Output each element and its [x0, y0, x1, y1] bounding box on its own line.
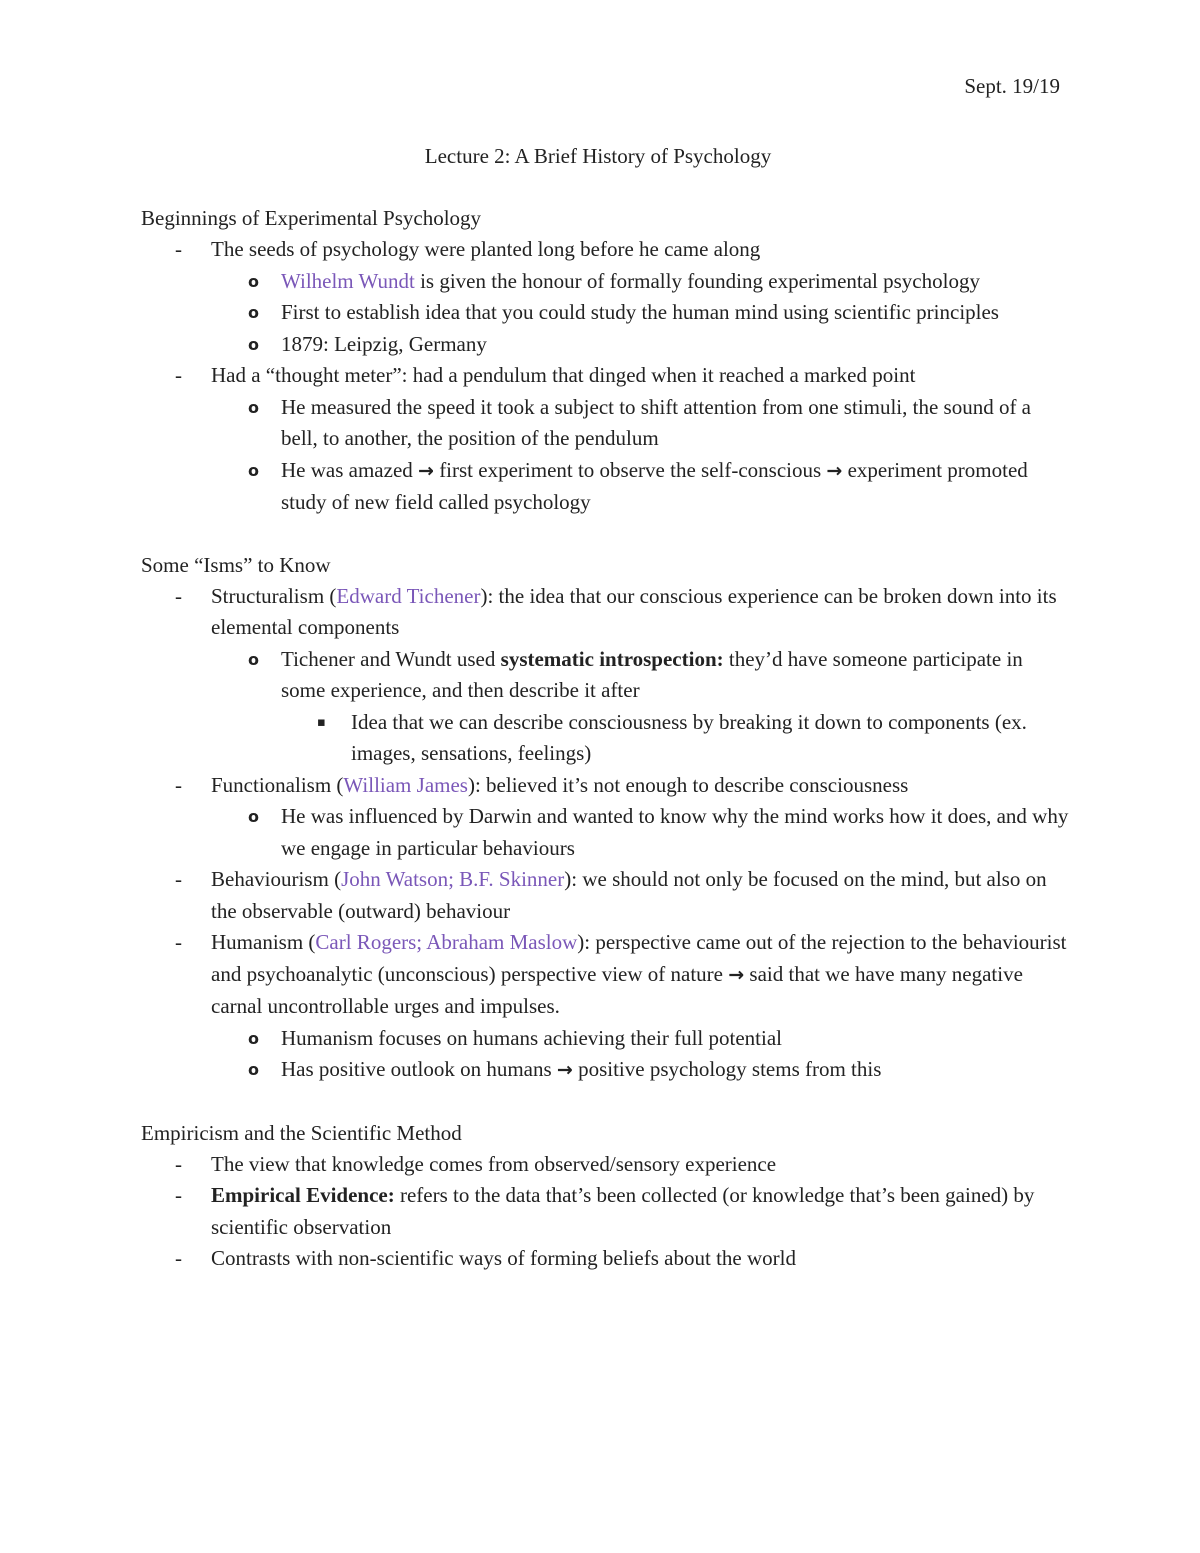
sub-bullet-list [211, 644, 1071, 770]
list-item-text: said that we have many negative carnal uncontrollable urges and impulses. [211, 961, 1023, 1018]
sub-bullet-list [211, 1023, 1071, 1087]
list-item-text: He was influenced by Darwin and wanted to know why the mind works how it does, and why we engage in particular behaviours [281, 804, 1069, 860]
list-item [281, 707, 1071, 770]
list-item [211, 644, 1071, 770]
list-item-text: The seeds of psychology were planted long before he came along [211, 237, 761, 261]
list-item [141, 1243, 1071, 1275]
person-name: Edward Tichener [336, 583, 481, 608]
dash-marker: - [175, 363, 182, 387]
square-bullet-icon: ▪ [317, 714, 326, 730]
list-item [211, 297, 1071, 329]
person-name: William James [343, 772, 468, 797]
lecture-title: Lecture 2: A Brief History of Psychology [424, 144, 772, 168]
notes-body [141, 203, 1071, 1275]
list-item [141, 927, 1071, 1087]
list-item-text: experiment promoted study of new field called psychology [281, 457, 1028, 514]
list-item [211, 329, 1071, 361]
list-item-text: Has positive outlook on humans [281, 1057, 557, 1081]
dash-marker: - [175, 930, 182, 954]
list-item [211, 392, 1071, 455]
list-item [211, 801, 1071, 864]
list-item [141, 1149, 1071, 1181]
list-item-text: Had a “thought meter”: had a pendulum that dinged when it reached a marked point [211, 363, 916, 387]
list-item [141, 581, 1071, 770]
circle-bullet-icon: o [248, 334, 259, 354]
dash-marker: - [175, 237, 182, 261]
list-item [141, 234, 1071, 360]
circle-bullet-icon: o [248, 1028, 259, 1048]
term-label: Functionalism ( [211, 772, 344, 797]
list-item [141, 360, 1071, 519]
list-item [141, 1180, 1071, 1243]
list-item [211, 455, 1071, 519]
list-item-text: Tichener and Wundt used [281, 646, 501, 671]
sub-bullet-list [211, 392, 1071, 519]
list-item-text: ): perspective came out of the rejection to the behaviourist and psychoanalytic (unconscious) perspective view of nature [211, 930, 1067, 986]
circle-bullet-icon: o [248, 1060, 259, 1079]
circle-bullet-icon: o [248, 303, 259, 322]
lecture-date: Sept. 19/19 [964, 74, 1060, 98]
list-item-text: ): we should not only be focused on the mind, but also on the observable (outward) behaviour [211, 867, 1047, 923]
sub-sub-bullet-list [281, 707, 1071, 770]
dash-marker: - [175, 1183, 182, 1207]
list-item-text: ): believed it’s not enough to describe consciousness [467, 772, 909, 797]
term-label: Structuralism ( [211, 583, 337, 608]
person-name: John Watson; B.F. Skinner [341, 867, 565, 891]
sub-bullet-list [211, 801, 1071, 864]
list-item-text: they’d have someone participate in some experience, and then describe it after [281, 646, 1023, 702]
circle-bullet-icon: o [248, 460, 259, 480]
right-arrow-icon: → [728, 963, 745, 986]
bullet-list [141, 234, 1071, 519]
circle-bullet-icon: o [248, 807, 259, 826]
person-name: Carl Rogers; Abraham Maslow [315, 930, 578, 954]
section-heading: Beginnings of Experimental Psychology [141, 206, 482, 230]
person-name: Wilhelm Wundt [281, 268, 415, 293]
list-item-text: first experiment to observe the self-conscious [433, 457, 827, 482]
list-item-text: ): the idea that our conscious experience can be broken down into its elemental components [211, 583, 1057, 639]
list-item-text: 1879: Leipzig, Germany [281, 331, 487, 356]
bullet-list [141, 1149, 1071, 1275]
dash-marker: - [175, 1246, 182, 1270]
list-item-text: He was amazed [281, 457, 419, 482]
list-item-text: refers to the data that’s been collected (or knowledge that’s been gained) by scientific observation [211, 1183, 1035, 1239]
circle-bullet-icon: o [248, 397, 259, 417]
section-beginnings [141, 203, 1071, 519]
list-item-text: Humanism focuses on humans achieving their full potential [281, 1025, 782, 1050]
list-item-text: Idea that we can describe consciousness by breaking it down to components (ex. images, sensations, feelings) [351, 709, 1027, 765]
list-item-text: He measured the speed it took a subject to shift attention from one stimuli, the sound of a bell, to another, the position of the pendulum [281, 394, 1032, 450]
list-item [141, 864, 1071, 927]
dash-marker: - [175, 772, 182, 797]
dash-marker: - [175, 867, 182, 891]
section-heading: Empiricism and the Scientific Method [141, 1120, 462, 1145]
list-item-text: Contrasts with non-scientific ways of forming beliefs about the world [211, 1246, 796, 1270]
section-empiricism [141, 1118, 1071, 1275]
circle-bullet-icon: o [248, 649, 259, 669]
circle-bullet-icon: o [248, 271, 259, 291]
list-item [211, 1054, 1071, 1087]
list-item [211, 1023, 1071, 1055]
section-heading: Some “Isms” to Know [141, 552, 331, 577]
list-item-text: is given the honour of formally founding experimental psychology [414, 268, 980, 293]
list-item-text: positive psychology stems from this [572, 1057, 882, 1081]
right-arrow-icon: → [418, 459, 434, 482]
term-label: Behaviourism ( [211, 867, 342, 891]
bullet-list [141, 581, 1071, 1087]
list-item [141, 770, 1071, 865]
list-item-text: The view that knowledge comes from observed/sensory experience [211, 1151, 777, 1176]
section-isms [141, 550, 1071, 1087]
dash-marker: - [175, 583, 182, 608]
list-item-text: First to establish idea that you could study the human mind using scientific principles [281, 300, 999, 324]
dash-marker: - [175, 1151, 182, 1176]
term-label: Humanism ( [211, 930, 316, 954]
key-term: systematic introspection: [500, 646, 724, 671]
key-term: Empirical Evidence: [211, 1183, 395, 1207]
right-arrow-icon: → [826, 459, 843, 482]
sub-bullet-list [211, 266, 1071, 361]
list-item [211, 266, 1071, 298]
right-arrow-icon: → [556, 1059, 573, 1081]
